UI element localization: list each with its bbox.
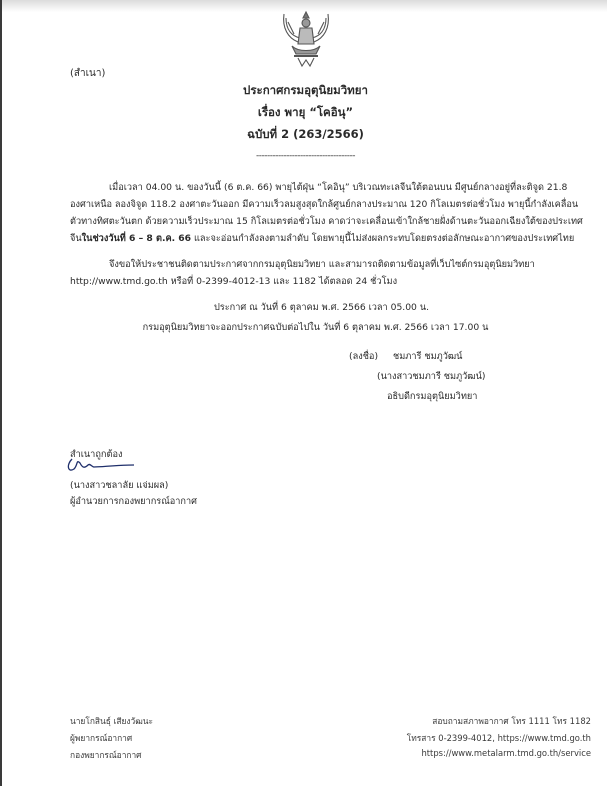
footer-service-url: https://www.metalarm.tmd.go.th/service [421,748,591,758]
footer-hotline: สอบถามสภาพอากาศ โทร 1111 โทร 1182 [432,716,591,726]
body-line: http://www.tmd.go.th หรือที่ 0-2399-4012-13 และ 1182 ได้ตลอด 24 ชั่วโมง [70,276,398,287]
garuda-emblem-icon [276,8,336,70]
footer-fax-website: โทรสาร 0-2399-4012, https://www.tmd.go.th [406,733,591,743]
footer-division: กองพยากรณ์อากาศ [70,750,142,760]
body-line: ตัวทางทิศตะวันตก ด้วยความเร็วประมาณ 15 กิโลเมตรต่อชั่วโมง คาดว่าจะเคลื่อนเข้าใกล้ชายฝั่งด้านตะวันออกเฉียงใต้ของประเทศ [70,216,583,227]
next-issue-notice: กรมอุตุนิยมวิทยาจะออกประกาศฉบับต่อไปใน วันที่ 6 ตุลาคม พ.ศ. 2566 เวลา 17.00 น [142,322,489,333]
bold-date-range: ในช่วงวันที่ 6 – 8 ต.ค. 66 [81,233,192,244]
footer-forecaster-name: นายโกสินธุ์ เสียงวัฒนะ [70,716,153,726]
body-text: และจะอ่อนกำลังลงตามลำดับ โดยพายุนี้ไม่ส่งผลกระทบโดยตรงต่อลักษณะอากาศของประเทศไทย [191,233,575,244]
document-subject: เรื่อง พายุ “โคอินุ” [257,105,354,119]
separator-line: ------------------------------------ [256,151,355,161]
document-title: ประกาศกรมอุตุนิยมวิทยา [243,83,368,97]
certifier-position: ผู้อำนวยการกองพยากรณ์อากาศ [70,496,197,507]
body-line [70,231,574,246]
signatory-position: อธิบดีกรมอุตุนิยมวิทยา [387,391,478,402]
signatory-full-name: (นางสาวชมภารี ชมภูวัฒน์) [377,371,486,382]
signed-name: ชมภารี ชมภูวัฒน์ [393,351,463,362]
body-line: องศาเหนือ ลองจิจูด 118.2 องศาตะวันออก มีความเร็วลมสูงสุดใกล้ศูนย์กลางประมาณ 120 กิโลเมตรต่อชั่วโมง พายุนี้กำลังเคลื่อน [70,199,579,210]
body-text: จีน [70,233,82,244]
footer-forecaster-role: ผู้พยากรณ์อากาศ [70,733,133,743]
body-line: จึงขอให้ประชาชนติดตามประกาศจากกรมอุตุนิยมวิทยา และสามารถติดตามข้อมูลที่เว็บไซต์กรมอุตุนิยมวิทยา [109,259,535,270]
announced-date: ประกาศ ณ วันที่ 6 ตุลาคม พ.ศ. 2566 เวลา 05.00 น. [213,302,430,313]
issue-number: ฉบับที่ 2 (263/2566) [247,127,364,141]
copy-label: (สำเนา) [70,68,106,79]
certified-label: สำเนาถูกต้อง [70,449,123,460]
certifier-name: (นางสาวชลาลัย แจ่มผล) [70,480,169,491]
body-line: เมื่อเวลา 04.00 น. ของวันนี้ (6 ต.ค. 66) พายุไต้ฝุ่น “โคอินุ” บริเวณทะเลจีนใต้ตอนบน มีศูนย์กลางอยู่ที่ละติจูด 21.8 [109,182,568,193]
signed-label: (ลงชื่อ) [349,351,379,362]
handwritten-signature-icon [62,455,137,477]
